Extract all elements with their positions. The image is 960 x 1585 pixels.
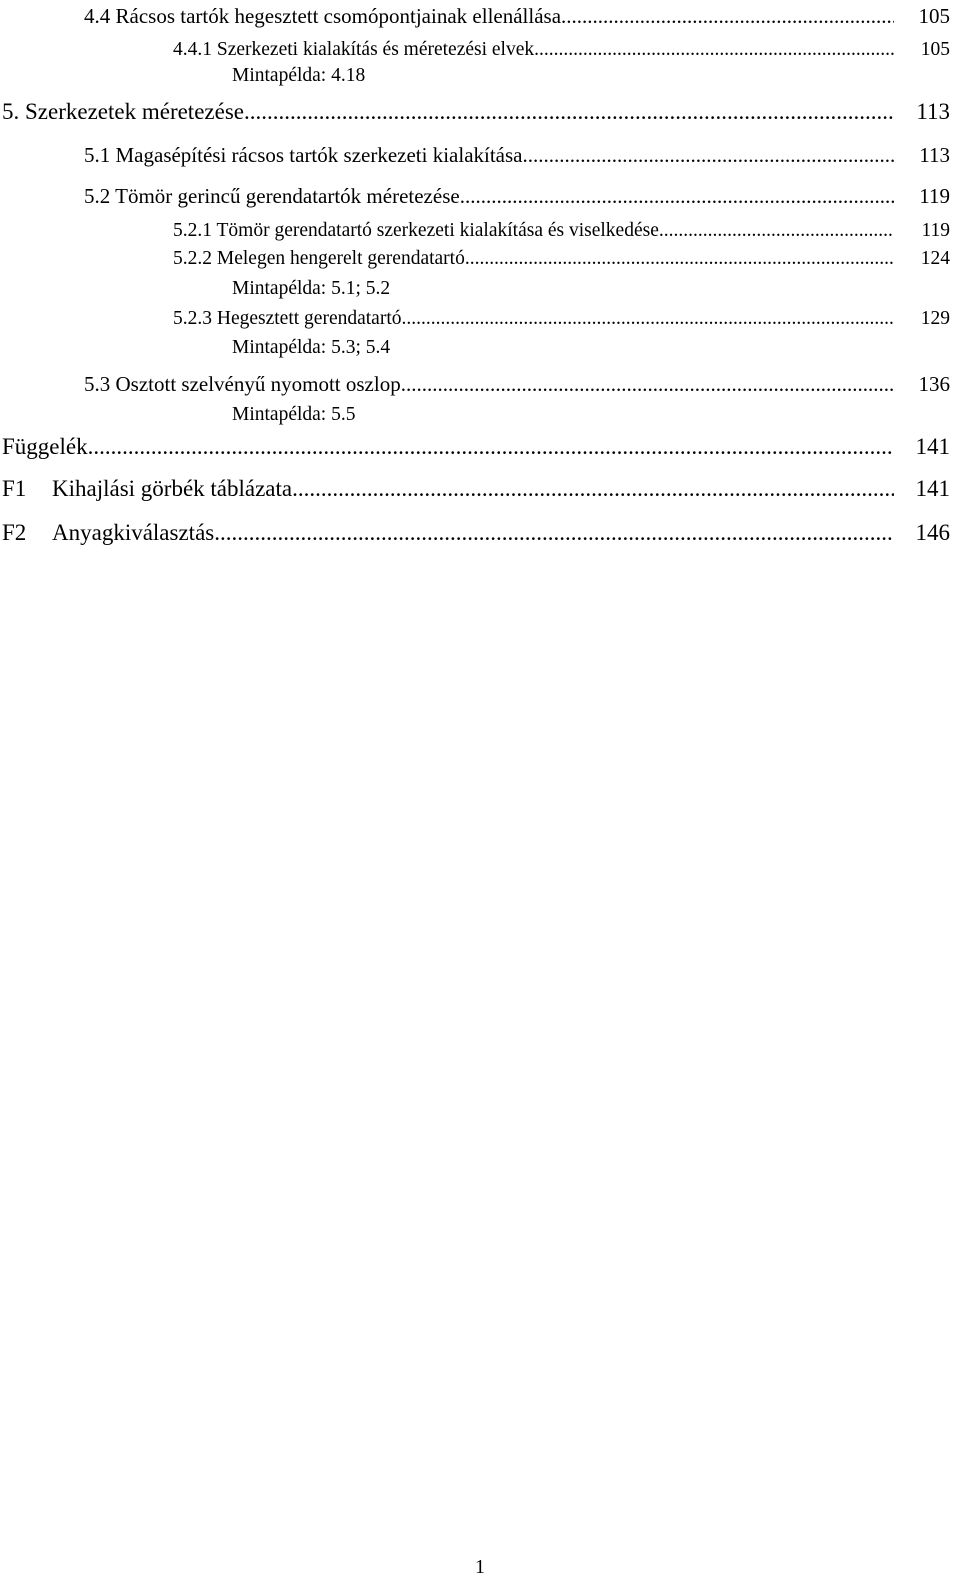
toc-entry-page: 136: [918, 372, 950, 396]
toc-entry: [2, 435, 950, 458]
toc-entry: [84, 145, 950, 166]
toc-entry-title: 4.4 Rácsos tartók hegesztett csomópontjainak ellenállása: [84, 4, 562, 28]
toc-entry-page: 119: [921, 220, 950, 241]
toc-leader-dots: [401, 374, 894, 395]
toc-entry-page: 146: [915, 520, 950, 545]
toc-entry-page: 141: [915, 434, 950, 459]
toc-entry-title: Függelék: [2, 434, 88, 459]
toc-leader-dots: [523, 145, 895, 166]
toc-entry: [2, 521, 950, 544]
toc-entry-page: 119: [919, 184, 950, 208]
toc-entry-title: 5. Szerkezetek méretezése: [2, 99, 244, 124]
toc-leader-dots: [534, 40, 894, 60]
toc-entry-title: 5.2 Tömör gerincű gerendatartók méretezése: [84, 184, 460, 208]
toc-entry-title: 5.1 Magasépítési rácsos tartók szerkezeti kialakítása: [84, 143, 523, 167]
toc-leader-dots: [88, 435, 894, 458]
toc-entry-page: 105: [920, 39, 950, 60]
toc-entry-page: 105: [918, 4, 950, 28]
toc-leader-dots: [465, 249, 894, 269]
toc-leader-dots: [244, 100, 894, 123]
toc-leader-dots: [214, 521, 894, 544]
toc-leader-dots: [659, 221, 894, 241]
toc-example-ref: Mintapélda: 5.5: [232, 404, 356, 425]
toc-leader-dots: [460, 186, 894, 207]
toc-entry-page: 129: [920, 308, 950, 329]
toc-example-ref: Mintapélda: 4.18: [232, 65, 366, 86]
toc-entry-title: 5.2.2 Melegen hengerelt gerendatartó: [173, 248, 465, 269]
toc-entry-number: F2: [2, 520, 27, 545]
toc-example-ref: Mintapélda: 5.1; 5.2: [232, 278, 391, 299]
toc-entry-title: 4.4.1 Szerkezeti kialakítás és méretezési elvek: [173, 39, 535, 60]
toc-entry-title: Anyagkiválasztás: [52, 520, 215, 545]
toc-entry-title: 5.2.1 Tömör gerendatartó szerkezeti kialakítása és viselkedése: [173, 220, 659, 241]
toc-entry: [173, 309, 950, 329]
toc-entry: [84, 186, 950, 207]
toc-entry-title: 5.2.3 Hegesztett gerendatartó: [173, 308, 402, 329]
toc-entry: [84, 6, 950, 27]
toc-leader-dots: [561, 6, 894, 27]
toc-entry-number: F1: [2, 476, 27, 501]
toc-entry: [2, 477, 950, 500]
page-number: 1: [475, 1556, 485, 1578]
toc-leader-dots: [402, 309, 895, 329]
toc-entry-page: 113: [919, 143, 950, 167]
toc-entry: [173, 221, 950, 241]
toc-entry-page: 124: [920, 248, 950, 269]
toc-entry-title: 5.3 Osztott szelvényű nyomott oszlop: [84, 372, 401, 396]
toc-entry-title: Kihajlási görbék táblázata: [52, 476, 293, 501]
toc-example-ref: Mintapélda: 5.3; 5.4: [232, 337, 391, 358]
toc-entry: [84, 374, 950, 395]
toc-entry: [2, 100, 950, 123]
toc-leader-dots: [292, 477, 894, 500]
toc-entry-page: 113: [916, 99, 950, 124]
toc-entry-page: 141: [915, 476, 950, 501]
toc-entry: [173, 40, 950, 60]
toc-entry: [173, 249, 950, 269]
